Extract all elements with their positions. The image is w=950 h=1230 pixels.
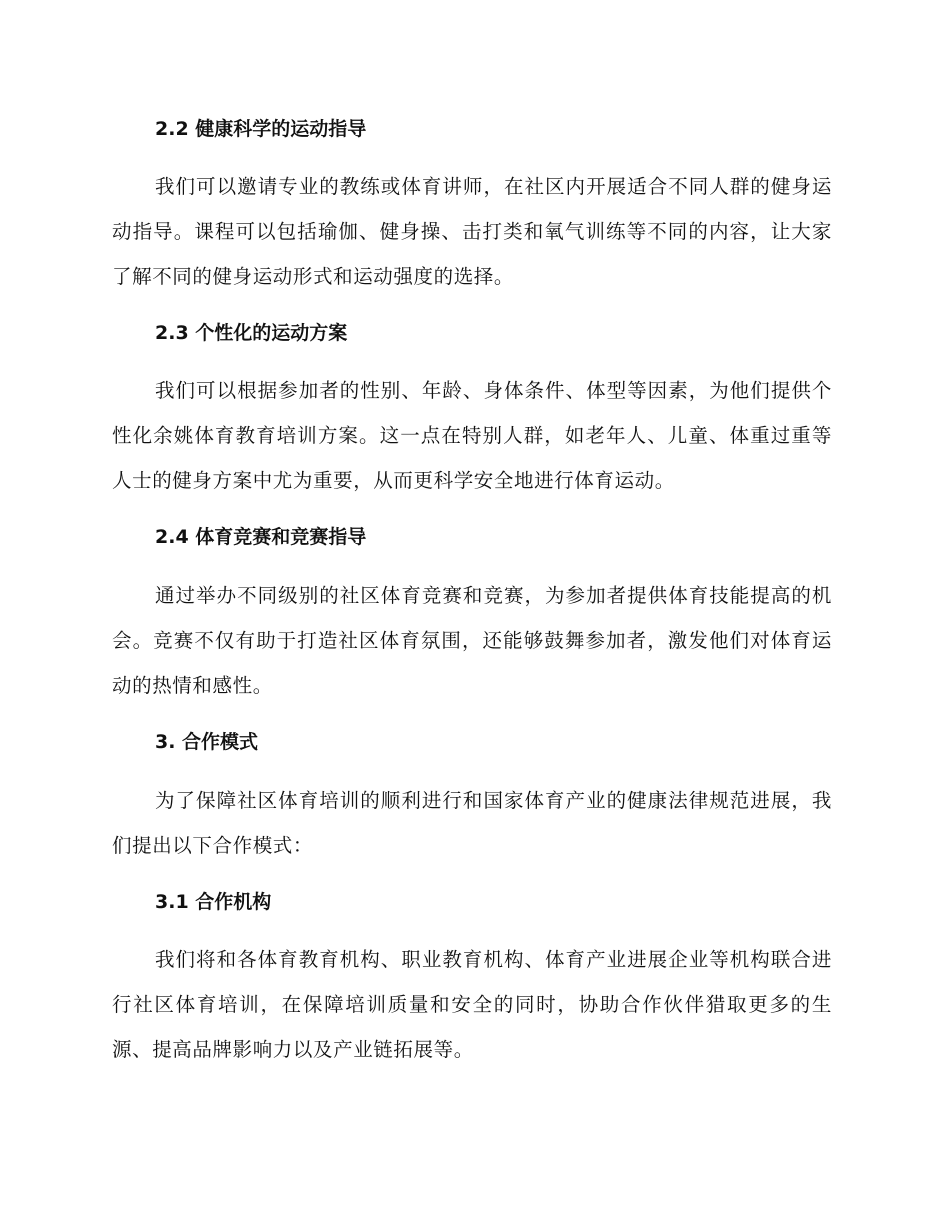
section-heading-2-3: 2.3 个性化的运动方案 <box>155 322 348 344</box>
section-heading-3-1: 3.1 合作机构 <box>155 891 272 913</box>
section-heading-2-2: 2.2 健康科学的运动指导 <box>155 118 367 140</box>
section-paragraph-2-3: 我们可以根据参加者的性别、年龄、身体条件、体型等因素，为他们提供个性化余姚体育教育培训方案。这一点在特别人群，如老年人、儿童、体重过重等人士的健身方案中尤为重要，从而更科学安全地进行体育运动。 <box>112 379 832 492</box>
section-paragraph-2-4: 通过举办不同级别的社区体育竞赛和竞赛，为参加者提供体育技能提高的机会。竞赛不仅有助于打造社区体育氛围，还能够鼓舞参加者，激发他们对体育运动的热情和感性。 <box>112 584 832 697</box>
section-paragraph-2-2: 我们可以邀请专业的教练或体育讲师，在社区内开展适合不同人群的健身运动指导。课程可以包括瑜伽、健身操、击打类和氧气训练等不同的内容，让大家了解不同的健身运动形式和运动强度的选择。 <box>112 175 832 288</box>
section-heading-2-4: 2.4 体育竞赛和竞赛指导 <box>155 526 367 548</box>
section-paragraph-3: 为了保障社区体育培训的顺利进行和国家体育产业的健康法律规范进展，我们提出以下合作模式： <box>112 789 832 857</box>
section-heading-3: 3. 合作模式 <box>155 731 259 753</box>
section-paragraph-3-1: 我们将和各体育教育机构、职业教育机构、体育产业进展企业等机构联合进行社区体育培训，在保障培训质量和安全的同时，协助合作伙伴猎取更多的生源、提高品牌影响力以及产业链拓展等。 <box>112 948 832 1061</box>
